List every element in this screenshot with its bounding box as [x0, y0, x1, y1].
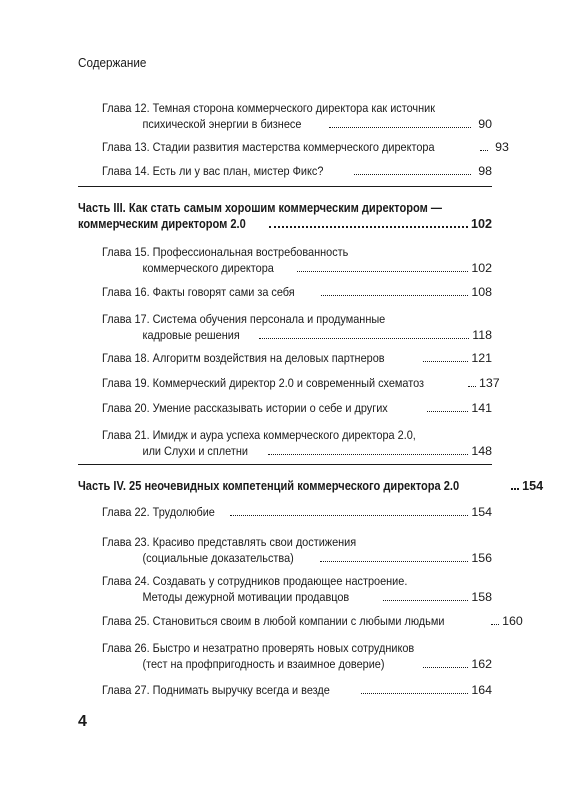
entry-title-line-1: Глава 17. Система обучения персонала и продуманные	[102, 312, 386, 326]
toc-chapter-entry[interactable]	[102, 504, 492, 520]
entry-title: Часть IV. 25 неочевидных компетенций коммерческого директора 2.0	[78, 479, 460, 493]
dot-leader	[511, 488, 519, 490]
toc-chapter-entry[interactable]	[102, 163, 492, 179]
entry-title: Глава 16. Факты говорят сами за себя	[102, 285, 295, 299]
entry-line	[102, 682, 492, 698]
entry-page-number: 154	[522, 479, 544, 493]
dot-leader	[361, 693, 468, 694]
section-divider	[78, 186, 492, 187]
entry-last-line	[102, 443, 492, 459]
entry-line	[78, 478, 544, 494]
entry-page-number: 162	[471, 657, 492, 671]
dot-leader	[320, 561, 468, 562]
dot-leader	[269, 226, 468, 228]
toc-part-entry[interactable]	[78, 478, 544, 494]
dot-leader	[423, 361, 468, 362]
dot-leader	[468, 386, 476, 387]
dot-leader	[354, 174, 471, 175]
toc-chapter-entry[interactable]	[102, 375, 500, 391]
entry-title-line-2: психической энергии в бизнесе	[142, 117, 302, 131]
entry-page-number: 93	[495, 140, 509, 154]
toc-chapter-entry[interactable]	[102, 284, 492, 300]
dot-leader	[230, 515, 468, 516]
entry-title: Глава 27. Поднимать выручку всегда и везде	[102, 683, 330, 697]
dot-leader	[297, 271, 468, 272]
entry-title: Глава 20. Умение рассказывать истории о себе и других	[102, 401, 388, 415]
entry-line	[102, 375, 500, 391]
entry-line	[102, 613, 523, 629]
entry-title-line-2: коммерческим директором 2.0	[78, 217, 246, 231]
entry-page-number: 160	[502, 614, 523, 628]
toc-chapter-entry[interactable]	[102, 640, 492, 672]
entry-line	[102, 284, 492, 300]
entry-title-line-1: Глава 23. Красиво представлять свои достижения	[102, 535, 357, 549]
entry-page-number: 137	[478, 376, 500, 390]
entry-title-line-1: Часть III. Как стать самым хорошим коммерческим директором —	[78, 201, 442, 215]
entry-line	[102, 350, 492, 366]
toc-chapter-entry[interactable]	[102, 613, 523, 629]
toc-chapter-entry[interactable]	[102, 100, 492, 132]
entry-line	[102, 400, 492, 416]
entry-last-line	[102, 260, 492, 276]
entry-title-line-2: (социальные доказательства)	[142, 551, 294, 565]
entry-title: Глава 25. Становиться своим в любой компании с любыми людьми	[102, 614, 445, 628]
entry-title: Глава 19. Коммерческий директор 2.0 и современный схематоз	[102, 376, 425, 390]
dot-leader	[427, 411, 469, 412]
entry-title-line-1: Глава 21. Имидж и аура успеха коммерческого директора 2.0,	[102, 428, 416, 442]
entry-page-number: 102	[470, 217, 492, 231]
entry-last-line	[102, 116, 492, 132]
dot-leader	[491, 624, 499, 625]
entry-title-line-1: Глава 15. Профессиональная востребованность	[102, 245, 349, 259]
dot-leader	[383, 600, 468, 601]
entry-last-line	[78, 216, 492, 232]
toc-chapter-entry[interactable]	[102, 350, 492, 366]
entry-line	[102, 139, 509, 155]
entry-page-number: 141	[471, 401, 492, 415]
entry-page-number: 90	[478, 117, 492, 131]
dot-leader	[321, 295, 468, 296]
entry-title-line-2: или Слухи и сплетни	[142, 444, 248, 458]
entry-title: Глава 18. Алгоритм воздействия на деловых партнеров	[102, 351, 385, 365]
entry-last-line	[102, 589, 492, 605]
toc-chapter-entry[interactable]	[102, 427, 492, 459]
entry-last-line	[102, 656, 492, 672]
entry-title: Глава 22. Трудолюбие	[102, 505, 215, 519]
toc-chapter-entry[interactable]	[102, 400, 492, 416]
dot-leader	[268, 454, 468, 455]
running-head: Содержание	[78, 55, 147, 70]
dot-leader	[259, 338, 470, 339]
entry-title: Глава 13. Стадии развития мастерства коммерческого директора	[102, 140, 435, 154]
entry-line	[102, 504, 492, 520]
entry-title-line-1: Глава 12. Темная сторона коммерческого директора как источник	[102, 101, 435, 115]
toc-chapter-entry[interactable]	[102, 311, 492, 343]
entry-title-line-1: Глава 26. Быстро и незатратно проверять новых сотрудников	[102, 641, 415, 655]
entry-page-number: 98	[478, 164, 492, 178]
dot-leader	[329, 127, 471, 128]
entry-page-number: 102	[471, 261, 492, 275]
entry-page-number: 148	[471, 444, 492, 458]
entry-last-line	[102, 327, 492, 343]
entry-title-line-2: кадровые решения	[142, 328, 240, 342]
entry-page-number: 118	[472, 328, 492, 342]
toc-part-entry[interactable]	[78, 200, 492, 232]
entry-last-line	[102, 550, 492, 566]
dot-leader	[423, 667, 468, 668]
entry-page-number: 158	[471, 590, 492, 604]
toc-chapter-entry[interactable]	[102, 244, 492, 276]
entry-title-line-2: (тест на профпригодность и взаимное доверие)	[142, 657, 385, 671]
toc-chapter-entry[interactable]	[102, 139, 509, 155]
entry-page-number: 108	[471, 285, 492, 299]
entry-page-number: 164	[471, 683, 492, 697]
entry-title-line-2: Методы дежурной мотивации продавцов	[142, 590, 350, 604]
entry-page-number: 154	[471, 505, 492, 519]
entry-page-number: 121	[471, 351, 492, 365]
dot-leader	[480, 150, 488, 151]
section-divider	[78, 464, 492, 465]
entry-title-line-2: коммерческого директора	[142, 261, 274, 275]
entry-title-line-1: Глава 24. Создавать у сотрудников продающее настроение.	[102, 574, 408, 588]
entry-page-number: 156	[471, 551, 492, 565]
entry-title: Глава 14. Есть ли у вас план, мистер Фикс?	[102, 164, 324, 178]
toc-chapter-entry[interactable]	[102, 573, 492, 605]
entry-line	[102, 163, 492, 179]
toc-chapter-entry[interactable]	[102, 682, 492, 698]
toc-chapter-entry[interactable]	[102, 534, 492, 566]
page-number: 4	[78, 713, 87, 730]
